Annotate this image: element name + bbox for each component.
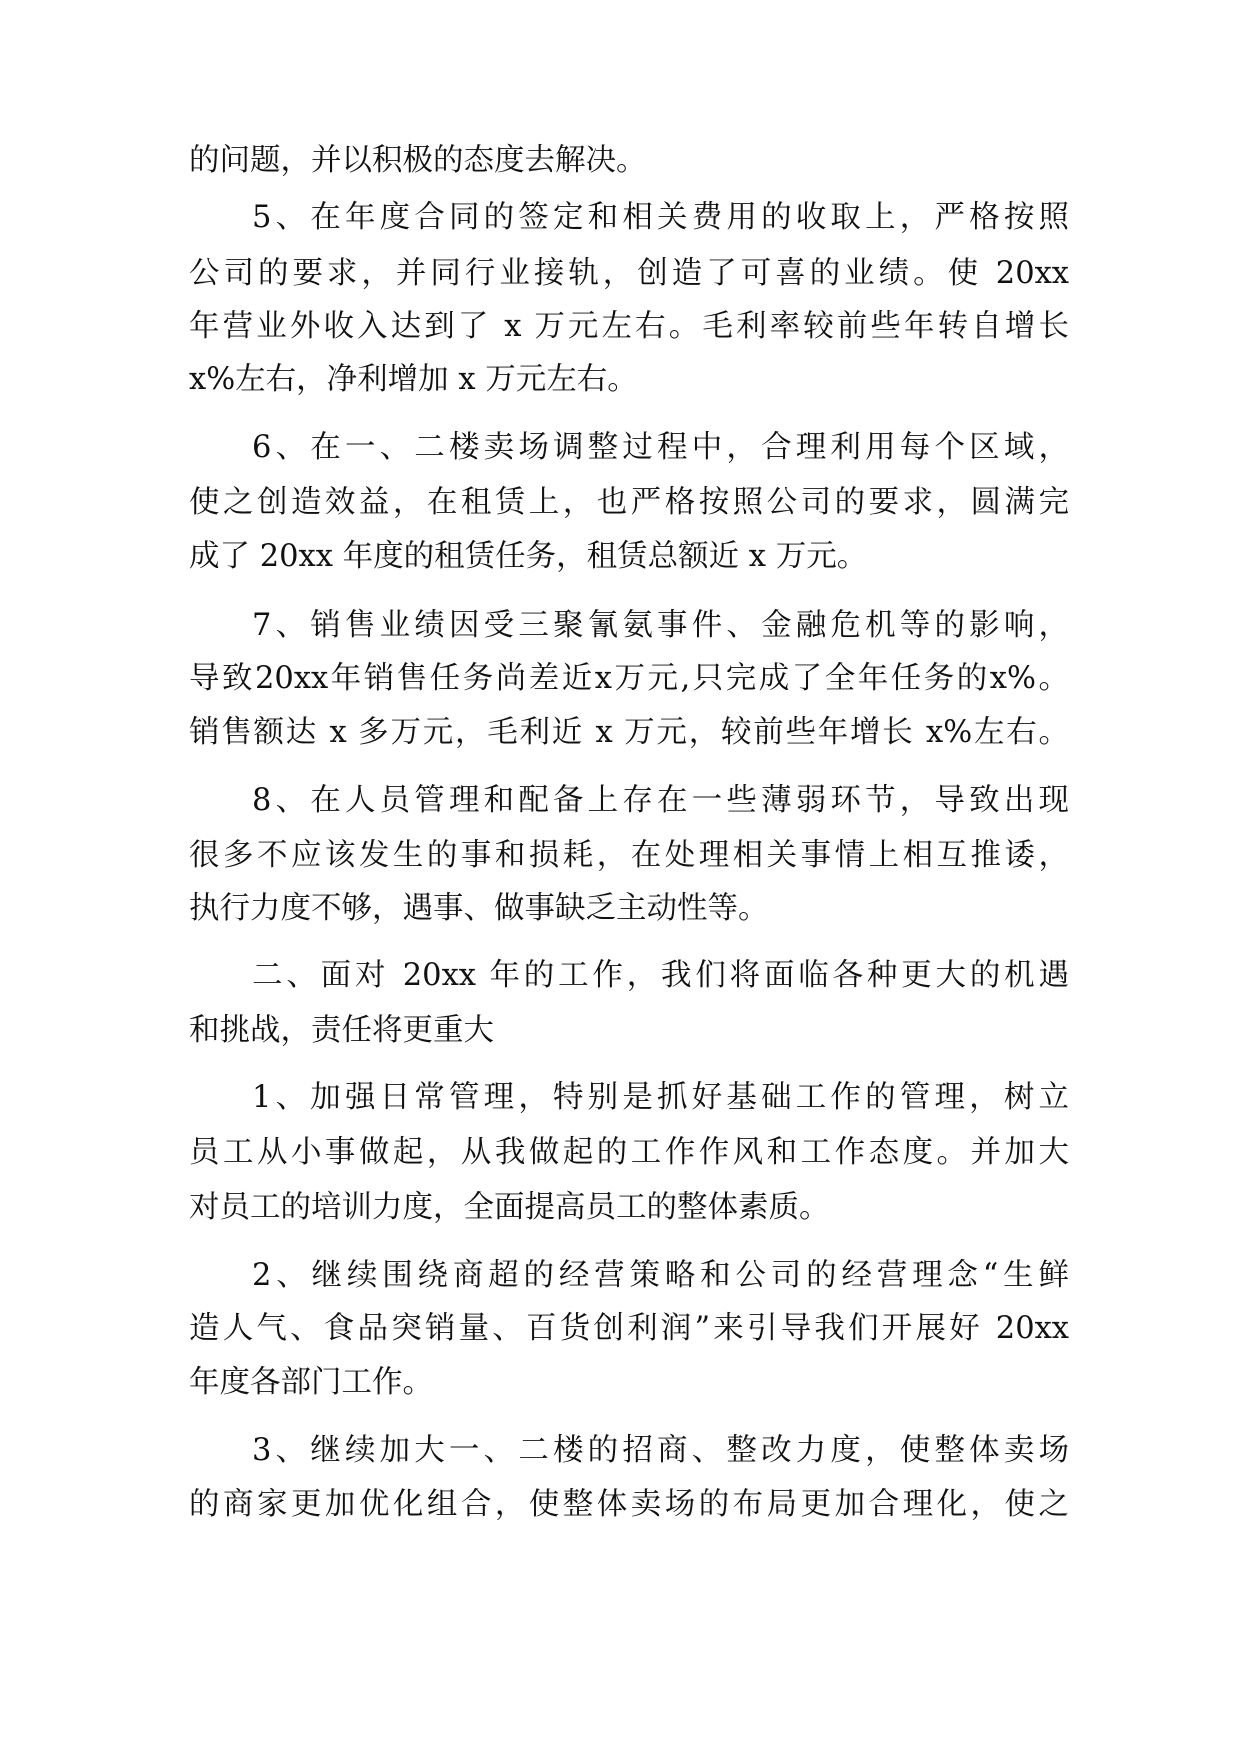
text-line: 执行力度不够，遇事、做事缺乏主动性等。	[189, 891, 769, 926]
text-line: 造人气、食品突销量、百货创利润”来引导我们开展好 20xx	[189, 1311, 1069, 1346]
text-line: 8、在人员管理和配备上存在一些薄弱环节，导致出现	[252, 783, 1069, 818]
text-line: 3、继续加大一、二楼的招商、整改力度，使整体卖场	[252, 1433, 1069, 1468]
text-line: 7、销售业绩因受三聚氰氨事件、金融危机等的影响，	[252, 608, 1069, 643]
text-line: 年营业外收入达到了 x 万元左右。毛利率较前些年转自增长	[189, 309, 1069, 344]
text-line: 员工从小事做起，从我做起的工作作风和工作态度。并加大	[189, 1135, 1069, 1170]
text-line: 很多不应该发生的事和损耗，在处理相关事情上相互推诿，	[189, 838, 1069, 873]
text-line: 的商家更加优化组合，使整体卖场的布局更加合理化，使之	[189, 1487, 1069, 1522]
text-line: 的问题，并以积极的态度去解决。	[189, 143, 647, 178]
section-heading: 和挑战，责任将更重大	[189, 1013, 494, 1048]
text-line: 对员工的培训力度，全面提高员工的整体素质。	[189, 1190, 830, 1225]
text-line: 5、在年度合同的签定和相关费用的收取上，严格按照	[252, 200, 1069, 235]
text-line: 销售额达 x 多万元，毛利近 x 万元，较前些年增长 x%左右。	[189, 715, 1069, 750]
text-line: 1、加强日常管理，特别是抓好基础工作的管理，树立	[252, 1080, 1069, 1115]
text-line: x%左右，净利增加 x 万元左右。	[189, 362, 638, 397]
text-line: 6、在一、二楼卖场调整过程中，合理利用每个区域，	[252, 430, 1069, 465]
text-line: 成了 20xx 年度的租赁任务，租赁总额近 x 万元。	[189, 539, 868, 574]
text-line: 年度各部门工作。	[189, 1365, 433, 1400]
text-line: 导致20xx年销售任务尚差近x万元,只完成了全年任务的x%。	[189, 661, 1069, 696]
section-heading: 二、面对 20xx 年的工作，我们将面临各种更大的机遇	[252, 958, 1069, 993]
text-line: 2、继续围绕商超的经营策略和公司的经营理念“生鲜	[252, 1258, 1069, 1293]
text-line: 使之创造效益，在租赁上，也严格按照公司的要求，圆满完	[189, 485, 1069, 520]
text-line: 公司的要求，并同行业接轨，创造了可喜的业绩。使 20xx	[189, 256, 1069, 291]
